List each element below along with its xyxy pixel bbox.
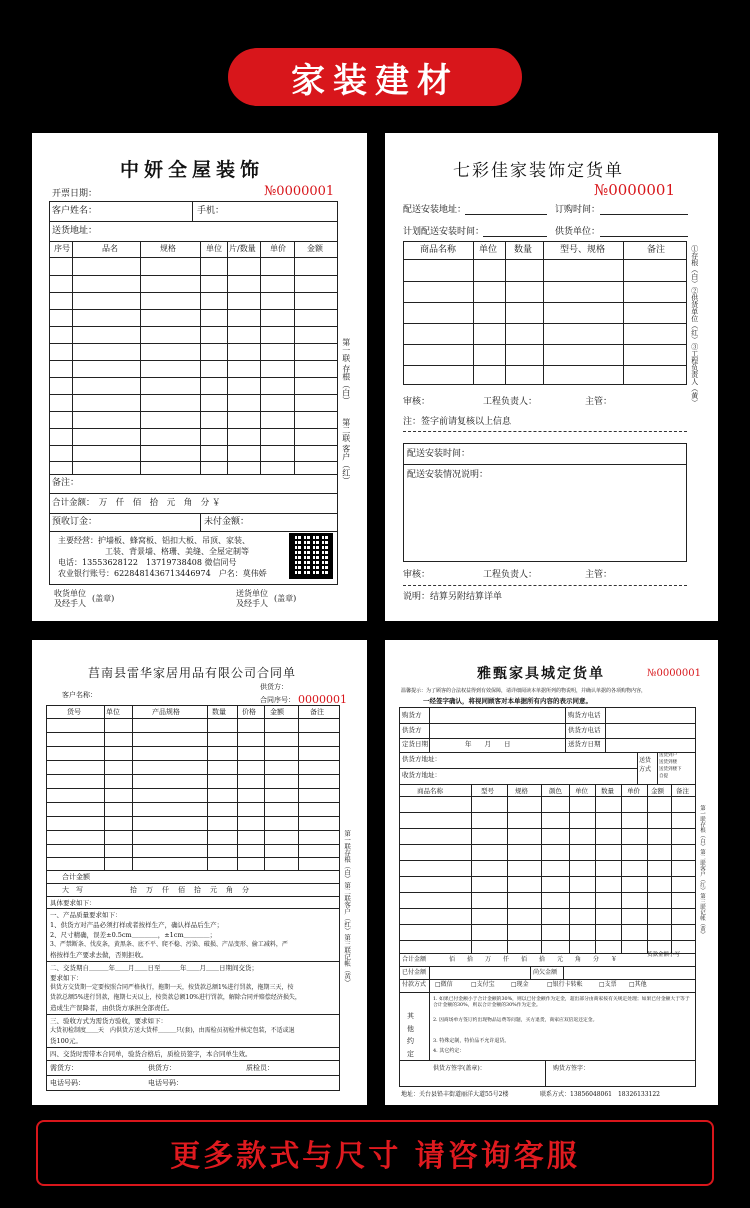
supplier-label: 供货单位： xyxy=(555,227,601,237)
tel-2: 电话号码： xyxy=(148,1079,183,1087)
clause-1: 一、产品质量要求如下： xyxy=(50,911,122,919)
audit-label-2: 审核： xyxy=(403,570,431,580)
receiver-addr-label: 收货方地址： xyxy=(402,771,441,779)
unpaid-label: 未付金额： xyxy=(204,517,250,527)
pay-cash[interactable]: □现金 xyxy=(511,981,529,988)
agree-1: 1. 如果已付金额小于合计金额的30%，则以已付金额作为定金，超出部分由商家按有关规定处理；如果已付金额大于等于合计金额的30%，则以合计金额的30%作为定金。 xyxy=(433,997,690,1009)
manager-label-2: 主管： xyxy=(585,570,613,580)
goods-table xyxy=(403,241,687,385)
col-qty: 数量 xyxy=(212,708,226,716)
clause-2-1: 要求如下： xyxy=(50,974,83,982)
business-line-2: 工装、背景墙、格珊、美缝、全屋定制等 xyxy=(105,547,249,556)
ordertime-label: 订购时间： xyxy=(555,205,601,215)
col-price: 价格 xyxy=(242,708,256,716)
clause-1-2: 2、尺寸精确，误差±0.5cm＿＿＿＿，±1cm＿＿＿＿； xyxy=(50,931,217,939)
contact-line: 联系方式：13856048061 18326133122 xyxy=(540,1091,660,1098)
bank-line: 农业银行账号：6228481436713446974 户名：莫伟娇 xyxy=(58,569,267,578)
col-unit: 单位 xyxy=(575,787,588,795)
supplier-addr-label: 供货方地址： xyxy=(402,755,441,763)
engineer-label: 工程负责人： xyxy=(483,397,538,407)
col-qty: 数量 xyxy=(601,787,614,795)
col-goods: 商品名称 xyxy=(420,245,457,255)
pay-wechat[interactable]: □微信 xyxy=(435,981,453,988)
side-note-2: 第二联 客户（红） xyxy=(341,418,351,485)
req-label: 具体要求如下： xyxy=(50,899,96,907)
supplier-label: 供货方： xyxy=(260,683,288,691)
payway-label: 付款方式 xyxy=(402,981,427,988)
total-label: 合计金额： 万 仟 佰 拾 元 角 分 ￥ xyxy=(52,498,221,508)
col-goods: 商品名称 xyxy=(417,787,443,795)
sign-supplier: 供货方签字(盖章)： xyxy=(433,1065,486,1072)
pay-bank[interactable]: □银行卡转帐 xyxy=(547,981,583,988)
qr-code-icon xyxy=(289,533,333,579)
sign-inspector: 质检员： xyxy=(246,1064,274,1072)
form-title: 莒南县雷华家居用品有限公司合同单 xyxy=(88,666,297,680)
audit-label: 审核： xyxy=(403,397,431,407)
address-line: 地址：关台县铅丰街道丽洋大道55号2楼 xyxy=(401,1091,509,1098)
form-title: 七彩佳家装饰定货单 xyxy=(453,161,624,181)
tel-1: 电话号码： xyxy=(50,1079,85,1087)
col-spec: 产品规格 xyxy=(152,708,180,716)
way-4[interactable]: 自提 xyxy=(659,774,668,779)
phone-label: 手机： xyxy=(197,206,225,216)
supplier-tel-label: 供货方电话 xyxy=(568,726,601,734)
footer-contact-banner[interactable]: 更多款式与尺寸 请咨询客服 xyxy=(36,1120,714,1186)
clause-3-2: 货100元。 xyxy=(50,1037,82,1045)
clause-1-3: 3、严禁断条、伐皮条，黄黑条、底不平、爬不稳、污染、破损、产品变形、偷工减料，严 xyxy=(50,941,288,948)
warning-2: 一经签字确认，将视同顾客对本单据所有内容的表示同意。 xyxy=(423,697,592,705)
form-title: 雅甄家具城定货单 xyxy=(477,666,605,682)
pay-check[interactable]: □支票 xyxy=(599,981,617,988)
big-label: 大 写 xyxy=(62,886,83,894)
col-code: 货号 xyxy=(67,708,81,716)
way-1[interactable]: 送货到户 xyxy=(659,753,677,758)
supplier-label: 供货方 xyxy=(402,726,422,734)
total-label: 合计金额 xyxy=(402,956,427,963)
agree-4: 4. 其它约定： xyxy=(433,1048,465,1054)
form-card-zhongyan[interactable] xyxy=(32,133,367,621)
form-title: 中妍全屋装饰 xyxy=(120,159,265,181)
deliver-desc-label: 配送安装情况说明： xyxy=(407,470,489,480)
form-card-leihua[interactable] xyxy=(32,640,367,1105)
clause-2: 二、交货期自＿＿＿年＿＿月＿＿日至＿＿＿年＿＿月＿＿日期间交货； xyxy=(50,964,258,972)
engineer-label-2: 工程负责人： xyxy=(483,570,538,580)
remark-label: 备注： xyxy=(52,478,80,488)
col-spec: 规格 xyxy=(515,787,528,795)
form-number: №0000001 xyxy=(647,668,701,679)
send-way-label: 送货方式 xyxy=(639,757,652,773)
col-amount: 金额 xyxy=(307,244,323,253)
deposit-label: 预收订金： xyxy=(52,517,98,527)
col-remark: 备注 xyxy=(310,708,324,716)
buyer-label: 购货方 xyxy=(402,711,422,719)
col-unit: 单位 xyxy=(479,245,498,255)
address-label: 送货地址： xyxy=(52,226,98,236)
col-model: 型号、规格 xyxy=(560,245,606,255)
clause-3: 三、验收方式为需货方验收，要求如下： xyxy=(50,1017,167,1025)
col-remark: 备注 xyxy=(647,245,666,255)
pay-alipay[interactable]: □支付宝 xyxy=(471,981,495,988)
header-banner: 家装建材 xyxy=(228,48,522,106)
pay-other[interactable]: □其他 xyxy=(629,981,647,988)
col-spec: 规格 xyxy=(160,244,176,253)
side-note: 第一联存根（白）第二联客户（红）第三联记帐（黄） xyxy=(343,830,352,986)
total-label: 合计金额 xyxy=(62,873,90,881)
way-3[interactable]: 送货到楼下 xyxy=(659,767,682,772)
deliver-time-label: 配送安装时间： xyxy=(407,449,471,459)
date-ymd: 年 月 日 xyxy=(465,740,511,748)
date-label: 定货日期 xyxy=(402,740,428,748)
sender-label-2: 及经手人 xyxy=(236,599,268,608)
note-1: 注：签字前请复核以上信息 xyxy=(403,417,512,427)
col-remark: 备注 xyxy=(676,787,689,795)
warning-1: 温馨提示：为了顾客的合法权益得到有效保障，请详细阅读本单据所列的物说明，并确认单据的各项购物内容， xyxy=(401,688,647,694)
delivery-box xyxy=(403,443,687,562)
col-qty: 片/数量 xyxy=(229,244,256,253)
col-model: 型号 xyxy=(481,787,494,795)
side-note: ①存根（白）②供货单位（红）③工程负责人（黄） xyxy=(690,245,699,406)
col-qty: 数量 xyxy=(514,245,533,255)
customer-label: 客户名称： xyxy=(62,691,97,699)
receiver-label-1: 收货单位 xyxy=(54,589,86,598)
agree-2: 2. 因商场单方签订约出现物品运费等问题，买方退货，商家应双倍返还定金。 xyxy=(433,1018,598,1023)
clause-2-4: 造成生产误降者，由供货方承担全部责任。 xyxy=(50,1004,174,1012)
form-card-yazhen[interactable] xyxy=(385,640,718,1105)
receiver-seal: (盖章) xyxy=(92,594,115,603)
sender-seal: (盖章) xyxy=(274,594,297,603)
sign-buyer: 需货方： xyxy=(50,1064,78,1072)
paid-label: 已付金额 xyxy=(402,969,427,976)
sign-buyer: 购货方签字： xyxy=(553,1065,590,1072)
date-label: 开票日期： xyxy=(52,189,98,199)
agree-label: 其他约定 xyxy=(407,1012,414,1058)
big-units: 拾 万 仟 佰 拾 元 角 分 xyxy=(130,886,250,894)
col-unit: 单位 xyxy=(206,244,222,253)
manager-label: 主管： xyxy=(585,397,613,407)
plantime-label: 计划配送安装时间： xyxy=(403,227,485,237)
total-units: 佰 拾 万 仟 佰 拾 元 角 分 ￥ xyxy=(449,956,618,963)
clause-1-1: 1、供货方对产品必须打样或者按样生产，确认样品后生产； xyxy=(50,921,224,929)
way-2[interactable]: 送货到楼 xyxy=(659,760,677,765)
form-number: 0000001 xyxy=(298,693,347,706)
send-date-label: 送货方日期 xyxy=(568,740,601,748)
col-seq: 序号 xyxy=(54,244,70,253)
side-note-1: 第一联 存根（白） xyxy=(341,338,351,405)
col-unit: 单位 xyxy=(106,708,120,716)
form-number: №0000001 xyxy=(594,181,675,199)
agree-3: 3. 特殊定制，特价品不允许退货。 xyxy=(433,1038,510,1044)
col-price: 单价 xyxy=(627,787,640,795)
note-2: 说明：结算另附结算详单 xyxy=(403,592,503,602)
sender-label-1: 送货单位 xyxy=(236,589,268,598)
business-line-1: 主要经营：护墙板、蜂窝板、铝扣大板、吊顶、家装、 xyxy=(58,536,250,545)
form-number: №0000001 xyxy=(264,184,335,199)
big-total-label: 货款金额小写 xyxy=(647,952,681,958)
col-amount: 金额 xyxy=(651,787,664,795)
contract-label: 合同序号： xyxy=(260,696,295,704)
clause-1-4: 格按样生产要求去做，否则拒收。 xyxy=(50,951,148,959)
unpaid-label: 尚欠金额 xyxy=(533,969,558,976)
col-color: 颜色 xyxy=(549,787,562,795)
addr-label: 配送安装地址： xyxy=(403,205,467,215)
clause-2-3: 货款总额5%进行罚款，拖期七天以上，按货款总额10%进行罚款，解除合同并赔偿经济损失， xyxy=(50,994,301,1001)
form-card-qicaijia[interactable] xyxy=(385,133,718,621)
col-name: 品名 xyxy=(102,244,118,253)
sign-supplier: 供货方： xyxy=(148,1064,176,1072)
tel-line: 电话：13553628122 13719738408 微信同号 xyxy=(58,558,237,567)
clause-2-2: 供货方交货期一定要按照合同严格执行，拖期一天，按货款总额1%进行罚款，拖期三天，按 xyxy=(50,984,294,991)
side-note: 第一联存根（白）第二联客户（红）第三联记帐（黄） xyxy=(699,805,706,937)
clause-3-1: 大货初检制度＿＿天 内供货方送大货样＿＿＿只(套)，由需检员初检并核定包装，不适或退 xyxy=(50,1027,295,1034)
col-amount: 金额 xyxy=(270,708,284,716)
receiver-label-2: 及经手人 xyxy=(54,599,86,608)
col-price: 单价 xyxy=(270,244,286,253)
clause-4: 四、交货时需带本合同单，验货合格后，质检员签字，本合同单生效。 xyxy=(50,1050,252,1058)
buyer-tel-label: 购货方电话 xyxy=(568,711,601,719)
customer-label: 客户姓名： xyxy=(52,206,98,216)
